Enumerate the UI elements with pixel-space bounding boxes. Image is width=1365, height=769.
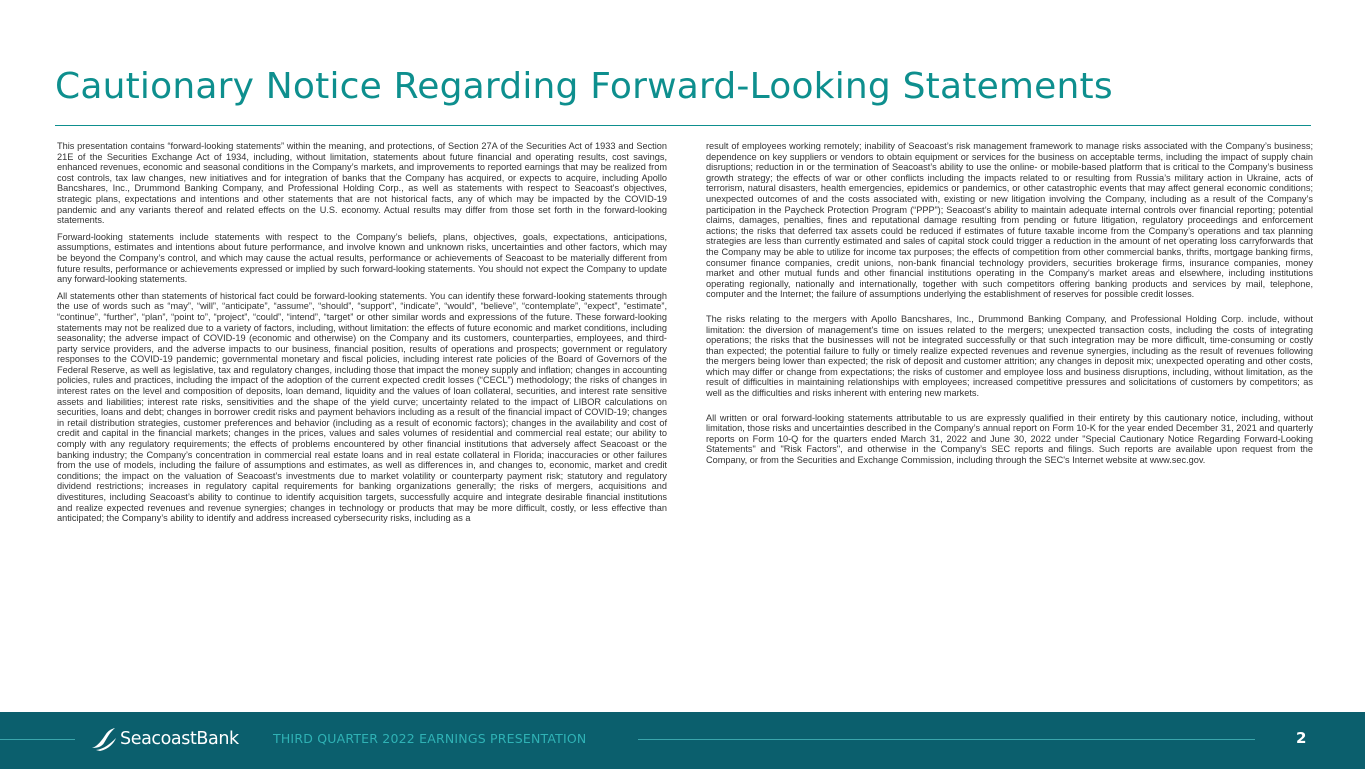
footer-bar: [0, 712, 1365, 769]
logo-text: SeacoastBank: [120, 729, 239, 749]
paragraph-risk-factors-continued: result of employees working remotely; inability of Seacoast’s risk management framework to manage risks associated with the Company’s business; dependence on key suppliers or vendors to obtain equipment or services for the business on acceptable terms, including the impact of supply chain disruptions; reduction in or the termination of Seacoast’s ability to use the online- or mobile-based platform that is critical to the Company’s business growth strategy; the effects of war or other conflicts including the impacts related to or resulting from Russia’s military action in Ukraine, acts of terrorism, natural disasters, health emergencies, epidemics or pandemics, or other catastrophic events that may affect general economic conditions; unexpected outcomes of and the costs associated with, existing or new litigation involving the Company, including as a result of the Company’s participation in the Paycheck Protection Program (“PPP”); Seacoast’s ability to maintain adequate internal controls over financial reporting; potential claims, damages, penalties, fines and reputational damage resulting from pending or future litigation, regulatory proceedings and enforcement actions; the risks that deferred tax assets could be reduced if estimates of future taxable income from the Company’s operations and tax planning strategies are less than currently estimated and sales of capital stock could trigger a reduction in the amount of net operating loss carryforwards that the Company may be able to utilize for income tax purposes; the effects of competition from other commercial banks, thrifts, mortgage banking firms, consumer finance companies, credit unions, non-bank financial technology providers, securities brokerage firms, insurance companies, money market and other mutual funds and other financial institutions operating in the Company’s market areas and elsewhere, including institutions operating regionally, nationally and internationally, together with such competitors offering banking products and services by mail, telephone, computer and the Internet; the failure of assumptions underlying the establishment of reserves for possible credit losses.: [706, 141, 1313, 300]
paragraph-risk-factors: All statements other than statements of historical fact could be forward-looking statements. You can identify these forward-looking statements through the use of words such as “may”, “will”, “anticipate”, “assume”, “should”, “support”, “indicate”, “would”, “believe”, “contemplate”, “expect”, “estimate”, “continue”, “further”, “plan”, “point to”, “project”, “could”, “intend”, “target” or other similar words and expressions of the future. These forward-looking statements may not be realized due to a variety of factors, including, without limitation: the effects of future economic and market conditions, including seasonality; the adverse impact of COVID-19 (economic and otherwise) on the Company and its customers, counterparties, employees, and third-party service providers, and the adverse impacts to our business, financial position, results of operations and prospects; government or regulatory responses to the COVID-19 pandemic; governmental monetary and fiscal policies, including interest rate policies of the Board of Governors of the Federal Reserve, as well as legislative, tax and regulatory changes, including those that impact the money supply and inflation; changes in accounting policies, rules and practices, including the impact of the adoption of the current expected credit losses (“CECL”) methodology; the risks of changes in interest rates on the level and composition of deposits, loan demand, liquidity and the values of loan collateral, securities, and interest rate sensitive assets and liabilities; interest rate risks, sensitivities and the shape of the yield curve; uncertainty related to the impact of LIBOR calculations on securities, loans and debt; changes in borrower credit risks and payment behaviors including as a result of the financial impact of COVID-19; changes in retail distribution strategies, customer preferences and behavior (including as a result of economic factors); changes in the availability and cost of credit and capital in the financial markets; changes in the prices, values and sales volumes of residential and commercial real estate; our ability to comply with any regulatory requirements; the effects of problems encountered by other financial institutions that adversely affect Seacoast or the banking industry; the Company’s concentration in commercial real estate loans and in real estate collateral in Florida; inaccuracies or other failures from the use of models, including the failure of assumptions and estimates, as well as differences in, and changes to, economic, market and credit conditions; the impact on the valuation of Seacoast’s investments due to market volatility or counterparty payment risk; statutory and regulatory dividend restrictions; increases in regulatory capital requirements for banking organizations generally; the risks of mergers, acquisitions and divestitures, including Seacoast’s ability to continue to identify acquisition targets, successfully acquire and integrate desirable financial institutions and realize expected revenues and revenue synergies; changes in technology or products that may be more difficult, costly, or less effective than anticipated; the Company’s ability to identify and address increased cybersecurity risks, including as a: [57, 290, 667, 524]
title-divider: [55, 125, 1311, 126]
paragraph-qualification: All written or oral forward-looking statements attributable to us are expressly qualified in their entirety by this cautionary notice, including, without limitation, those risks and uncertainties described in the Company’s annual report on Form 10-K for the year ended December 31, 2021 and quarterly reports on Form 10-Q for the quarters ended March 31, 2022 and June 30, 2022 under "Special Cautionary Notice Regarding Forward-Looking Statements" and "Risk Factors", and otherwise in the Company’s SEC reports and filings. Such reports are available upon request from the Company, or from the Securities and Exchange Commission, including through the SEC's Internet website at www.sec.gov.: [706, 412, 1313, 466]
page-number: 2: [1296, 729, 1307, 747]
left-column: [57, 141, 667, 530]
seacoast-bank-logo: [90, 726, 262, 754]
paragraph-forward-looking: Forward-looking statements include statements with respect to the Company’s beliefs, plans, objectives, goals, expectations, anticipations, assumptions, estimates and intentions about future performance, and involve known and unknown risks, uncertainties and other factors, which may be beyond the Company’s control, and which may cause the actual results, performance or achievements of Seacoast to be materially different from future results, performance or achievements expressed or implied by such forward-looking statements. You should not expect the Company to update any forward-looking statements.: [57, 231, 667, 285]
footer-caption: THIRD QUARTER 2022 EARNINGS PRESENTATION: [273, 731, 587, 746]
footer-divider-right: [638, 739, 1255, 740]
right-column: [706, 141, 1313, 472]
footer-divider-left: [0, 739, 75, 740]
paragraph-merger-risks: The risks relating to the mergers with Apollo Bancshares, Inc., Drummond Banking Company, and Professional Holding Corp. include, without limitation: the diversion of management's time on issues related to the mergers; unexpected transaction costs, including the costs of integrating operations; the risks that the businesses will not be integrated successfully or that such integration may be more difficult, time-consuming or costly than expected; the potential failure to fully or timely realize expected revenues and revenue synergies, including as the result of revenues following the mergers being lower than expected; the risk of deposit and customer attrition; any changes in deposit mix; unexpected operating and other costs, which may differ or change from expectations; the risks of customer and employee loss and business disruptions, including, without limitation, as the result of difficulties in maintaining relationships with employees; increased competitive pressures and solicitations of customers by competitors; as well as the difficulties and risks inherent with entering new markets.: [706, 313, 1313, 399]
slide-title: Cautionary Notice Regarding Forward-Looking Statements: [55, 66, 1113, 107]
seacoast-wave-logo-icon: [90, 726, 120, 752]
paragraph-intro: This presentation contains “forward-looking statements” within the meaning, and protections, of Section 27A of the Securities Act of 1933 and Section 21E of the Securities Exchange Act of 1934, including, without limitation, statements about future financial and operating results, cost savings, enhanced revenues, economic and seasonal conditions in the Company’s markets, and improvements to reported earnings that may be realized from cost controls, tax law changes, new initiatives and for integration of banks that the Company has acquired, or expects to acquire, including Apollo Bancshares, Inc., Drummond Banking Company, and Professional Holding Corp., as well as statements with respect to Seacoast's objectives, strategic plans, expectations and intentions and other statements that are not historical facts, any of which may be impacted by the COVID-19 pandemic and any variants thereof and related effects on the U.S. economy. Actual results may differ from those set forth in the forward-looking statements.: [57, 141, 667, 226]
